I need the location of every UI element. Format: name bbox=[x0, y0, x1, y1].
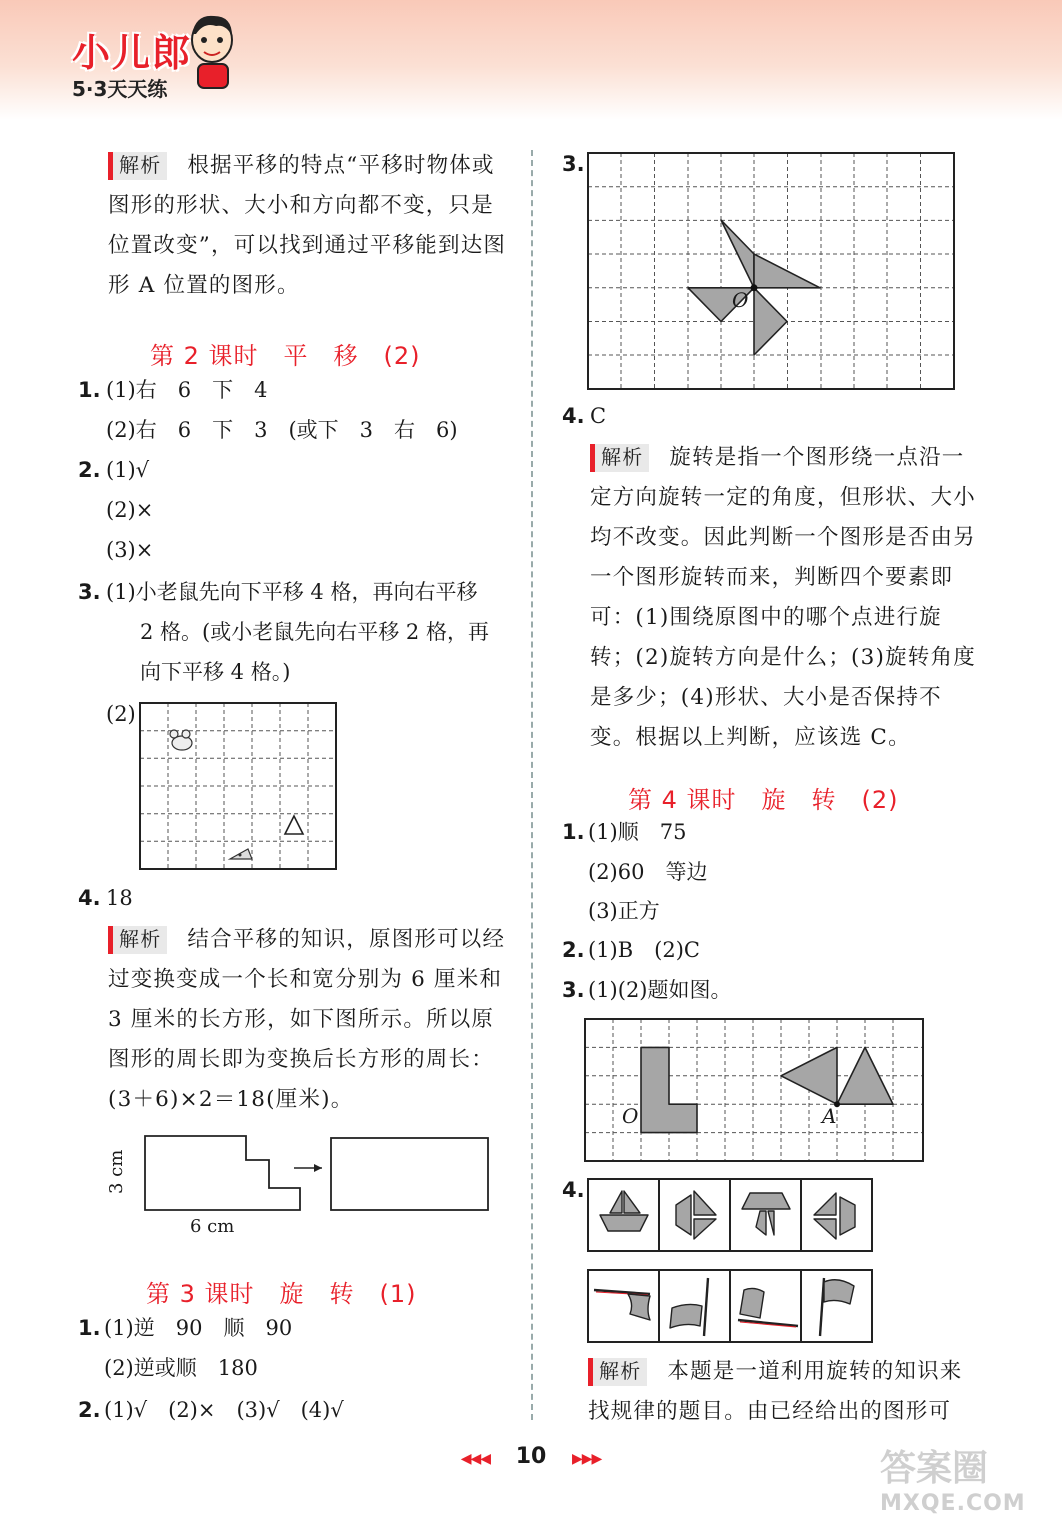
next-arrows-icon: ▶▶▶ bbox=[571, 1451, 602, 1467]
q3-answer-line3: 向下平移 4 格。) bbox=[140, 660, 291, 684]
analysis-text-2: 结合平移的知识，原图形可以经过变换变成一个长和宽分别为 6 厘米和 3 厘米的长方形，如下图所示。所以原图形的周长即为变换后长方形的周长：(3＋6)×2＝18(厘米)。 bbox=[108, 927, 506, 1112]
flag-pattern-figure bbox=[588, 1270, 872, 1342]
page-number: 10 bbox=[515, 1444, 547, 1469]
brand-logo bbox=[72, 22, 192, 102]
analysis-text-4: 本题是一道利用旋转的知识来找规律的题目。由已经给出的图形可 bbox=[588, 1359, 963, 1424]
cheese-icon bbox=[230, 849, 252, 859]
dim-height-label: 3 cm bbox=[106, 1149, 127, 1194]
l4-q1-answer-3: (3)正方 bbox=[588, 899, 660, 923]
l4-q1-number: 1. bbox=[562, 820, 585, 844]
lesson-4-title: 第 4 课时 旋 转 (2) bbox=[628, 786, 899, 814]
l4-q2-answer: (1)B (2)C bbox=[588, 938, 700, 962]
dim-width-label: 6 cm bbox=[190, 1216, 235, 1237]
column-divider bbox=[531, 150, 533, 1420]
mouse-icon bbox=[170, 730, 192, 750]
mascot-icon bbox=[186, 10, 238, 92]
mouse-grid-figure bbox=[140, 703, 336, 869]
l4-q3-answer: (1)(2)题如图。 bbox=[588, 978, 732, 1002]
grid-origin-label: O bbox=[622, 1104, 639, 1128]
perimeter-transform-figure bbox=[118, 1134, 498, 1242]
q3-answer-2-label: (2) bbox=[106, 702, 136, 726]
analysis-tag: 解析 bbox=[590, 444, 649, 472]
l4-q4-number: 4. bbox=[562, 1178, 585, 1202]
watermark-url: MXQE.COM bbox=[880, 1491, 1026, 1516]
q3-answer-line1: (1)小老鼠先向下平移 4 格，再向右平移 bbox=[106, 580, 478, 604]
lesson-3-title: 第 3 课时 旋 转 (1) bbox=[146, 1280, 417, 1308]
r-q4-number: 4. bbox=[562, 404, 585, 428]
rotation-grid-figure bbox=[585, 1019, 923, 1161]
pinwheel-center-label: O bbox=[732, 288, 749, 312]
watermark-title: 答案圈 bbox=[880, 1448, 989, 1489]
analysis-tag: 解析 bbox=[108, 926, 167, 954]
q2-number: 2. bbox=[78, 458, 101, 482]
analysis-block-1 bbox=[108, 146, 508, 306]
q4-number: 4. bbox=[78, 886, 101, 910]
q3-answer-line2: 2 格。(或小老鼠先向右平移 2 格，再 bbox=[140, 620, 489, 644]
r-q3-number: 3. bbox=[562, 152, 585, 176]
l3-q1-number: 1. bbox=[78, 1316, 101, 1340]
l4-q2-number: 2. bbox=[562, 938, 585, 962]
l4-q1-answer-2: (2)60 等边 bbox=[588, 860, 708, 884]
l3-q2-number: 2. bbox=[78, 1398, 101, 1422]
q1-answer-2: (2)右 6 下 3 (或下 3 右 6) bbox=[106, 418, 458, 442]
prev-arrows-icon: ◀◀◀ bbox=[460, 1451, 491, 1467]
analysis-tag: 解析 bbox=[108, 152, 167, 180]
lesson-2-title: 第 2 课时 平 移 (2) bbox=[150, 342, 421, 370]
analysis-block-2 bbox=[108, 920, 508, 1120]
q4-answer: 18 bbox=[106, 886, 133, 910]
l3-q1-answer-1: (1)逆 90 顺 90 bbox=[104, 1316, 293, 1340]
r-q4-answer: C bbox=[590, 404, 607, 428]
grid-point-a-label: A bbox=[822, 1104, 837, 1128]
analysis-tag: 解析 bbox=[588, 1358, 647, 1386]
analysis-block-4 bbox=[588, 1352, 982, 1432]
analysis-text-3: 旋转是指一个图形绕一点沿一定方向旋转一定的角度，但形状、大小均不改变。因此判断一个图形是否由另一个图形旋转而来，判断四个要素即可：(1)围绕原图中的哪个点进行旋转；(2)旋转方向是什么；(3)旋转角度是多少；(4)形状、大小是否保持不变。根据以上判断，应该选 C。 bbox=[590, 445, 976, 750]
q2-answer-2: (2)× bbox=[106, 498, 154, 522]
logo-subtitle: 5·3天天练 bbox=[72, 77, 168, 101]
pinwheel-grid-figure bbox=[588, 153, 954, 389]
watermark bbox=[880, 1440, 1026, 1516]
analysis-block-3 bbox=[590, 438, 984, 758]
analysis-text-1: 根据平移的特点“平移时物体或图形的形状、大小和方向都不变，只是位置改变”，可以找到通过平移能到达图形 A 位置的图形。 bbox=[108, 153, 507, 298]
q1-answer-1: (1)右 6 下 4 bbox=[106, 378, 268, 402]
q2-answer-1: (1)√ bbox=[106, 458, 150, 482]
boat-pattern-figure bbox=[588, 1179, 872, 1251]
logo-title: 小儿郎 bbox=[72, 31, 193, 75]
l4-q3-number: 3. bbox=[562, 978, 585, 1002]
q1-number: 1. bbox=[78, 378, 101, 402]
q2-answer-3: (3)× bbox=[106, 538, 154, 562]
triangle-shape bbox=[285, 816, 303, 834]
q3-number: 3. bbox=[78, 580, 101, 604]
l3-q1-answer-2: (2)逆或顺 180 bbox=[104, 1356, 258, 1380]
l3-q2-answer: (1)√ (2)× (3)√ (4)√ bbox=[104, 1398, 344, 1422]
l4-q1-answer-1: (1)顺 75 bbox=[588, 820, 687, 844]
